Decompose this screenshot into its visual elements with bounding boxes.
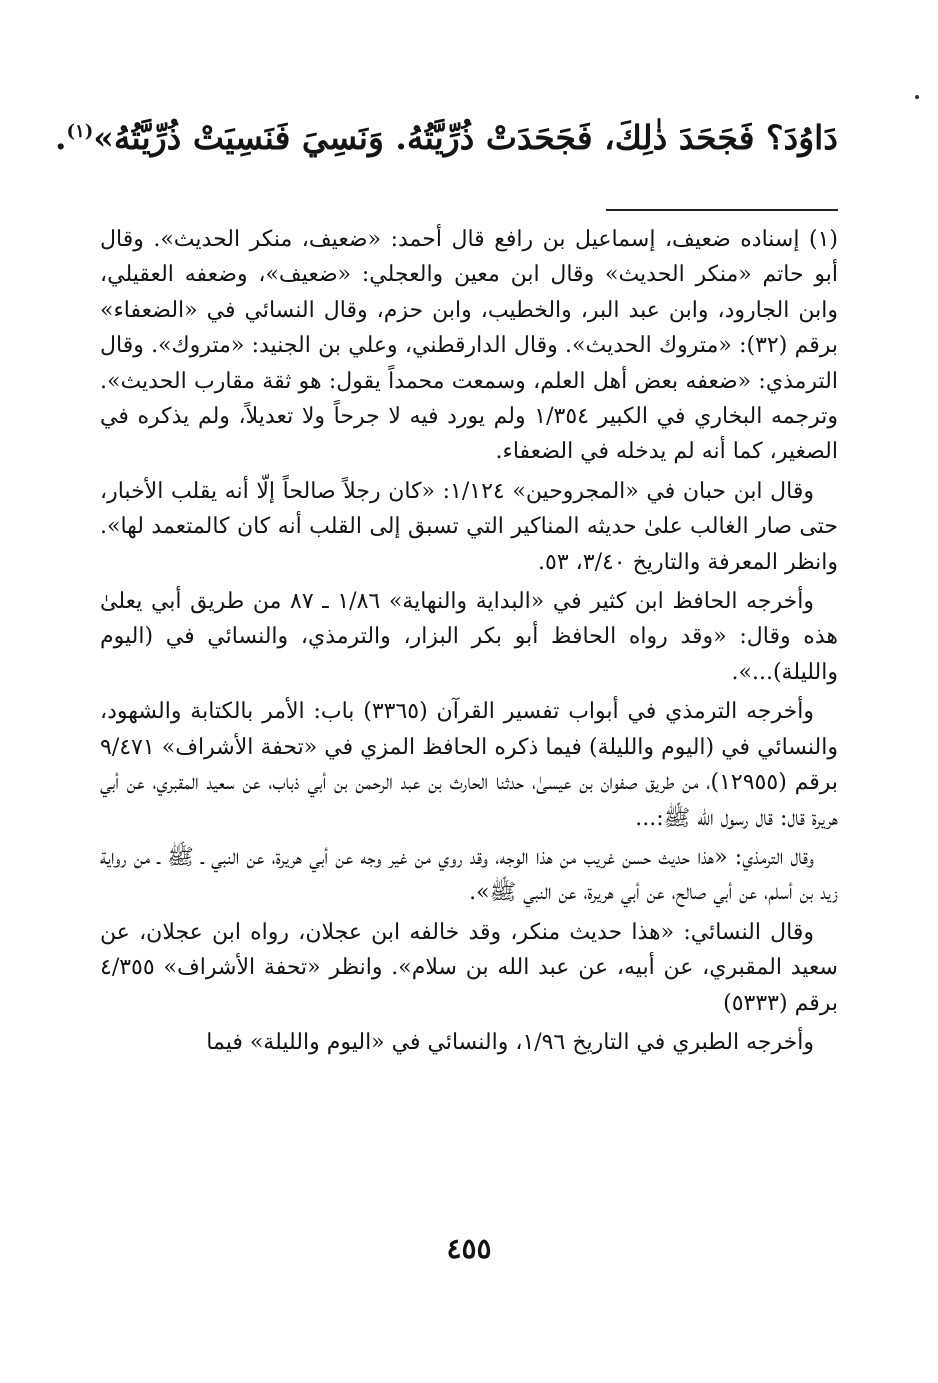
footnote-paragraph: وقال ابن حبان في «المجروحين» ١/١٢٤: «كان رجلاً صالحاً إلّا أنه يقلب الأخبار، حتى صار الغالب علىٰ حديثه المناكير التي تسبق إلى القلب أنه كان كالمتعمد لها». وانظر المعرفة والتاريخ ٣/٤٠، ٥٣. — [100, 478, 838, 575]
footnote-reference[interactable]: (١) — [66, 121, 94, 142]
footnote-paragraph: وأخرجه الترمذي في أبواب تفسير القرآن (٣٣٦٥) باب: الأمر بالكتابة والشهود، والنسائي في (اليوم والليلة) فيما ذكره الحافظ المزي في «تحفة الأشراف» ٩/٤٧١ برقم (١٢٩٥٥)، من طريق صفوان بن عيسىٰ، حدثنا الحارث بن عبد الرحمن بن أبي ذباب، عن سعيد المقبري، عن أبي هريرة قال: قال رسول الله ﷺ:... — [100, 699, 839, 831]
scan-dot-mark — [915, 95, 919, 99]
footnotes-block — [100, 222, 838, 1064]
verse-text: دَاوُدَ؟ فَجَحَدَ ذٰلِكَ، فَجَحَدَتْ ذُرِّيَّتُهُ. وَنَسِيَ فَنَسِيَتْ ذُرِّيَّتُهُ» — [93, 118, 838, 157]
verse-line — [55, 108, 838, 168]
footnote-paragraph: وأخرجه الطبري في التاريخ ١/٩٦، والنسائي في «اليوم والليلة» فيما — [206, 1029, 814, 1055]
verse-end: . — [55, 118, 67, 157]
footnote-paragraph: وقال النسائي: «هذا حديث منكر، وقد خالفه ابن عجلان، رواه ابن عجلان، عن سعيد المقبري، عن أبيه، عن عبد الله بن سلام». وانظر «تحفة الأشراف» ٤/٣٥٥ برقم (٥٣٣٣) — [100, 919, 838, 1016]
footnote-separator — [606, 209, 838, 211]
page-number: ٤٥٥ — [446, 1232, 492, 1265]
footnote-paragraph: وقال الترمذي: «هذا حديث حسن غريب من هذا الوجه، وقد روي من غير وجه عن أبي هريرة، عن النبي ـ ﷺ ـ من رواية زيد بن أسلم، عن أبي صالح، عن أبي هريرة، عن النبي ﷺ». — [100, 844, 838, 906]
footnote-paragraph: (١) إسناده ضعيف، إسماعيل بن رافع قال أحمد: «ضعيف، منكر الحديث». وقال أبو حاتم «منكر الحديث» وقال ابن معين والعجلي: «ضعيف»، وضعفه العقيلي، وابن الجارود، وابن عبد البر، والخطيب، وابن حزم، وقال النسائي في «الضعفاء» برقم (٣٢): «متروك الحديث». وقال الدارقطني، وعلي بن الجنيد: «متروك». وقال الترمذي: «ضعفه بعض أهل العلم، وسمعت محمداً يقول: هو ثقة مقارب الحديث». وترجمه البخاري في الكبير ١/٣٥٤ ولم يورد فيه لا جرحاً ولا تعديلاً، ولم يذكره في الصغير، كما أنه لم يدخله في الضعفاء. — [100, 227, 839, 465]
footnote-paragraph: وأخرجه الحافظ ابن كثير في «البداية والنهاية» ١/٨٦ ـ ٨٧ من طريق أبي يعلىٰ هذه وقال: «وقد رواه الحافظ أبو بكر البزار، والترمذي، والنسائي في (اليوم والليلة)...». — [100, 589, 838, 685]
